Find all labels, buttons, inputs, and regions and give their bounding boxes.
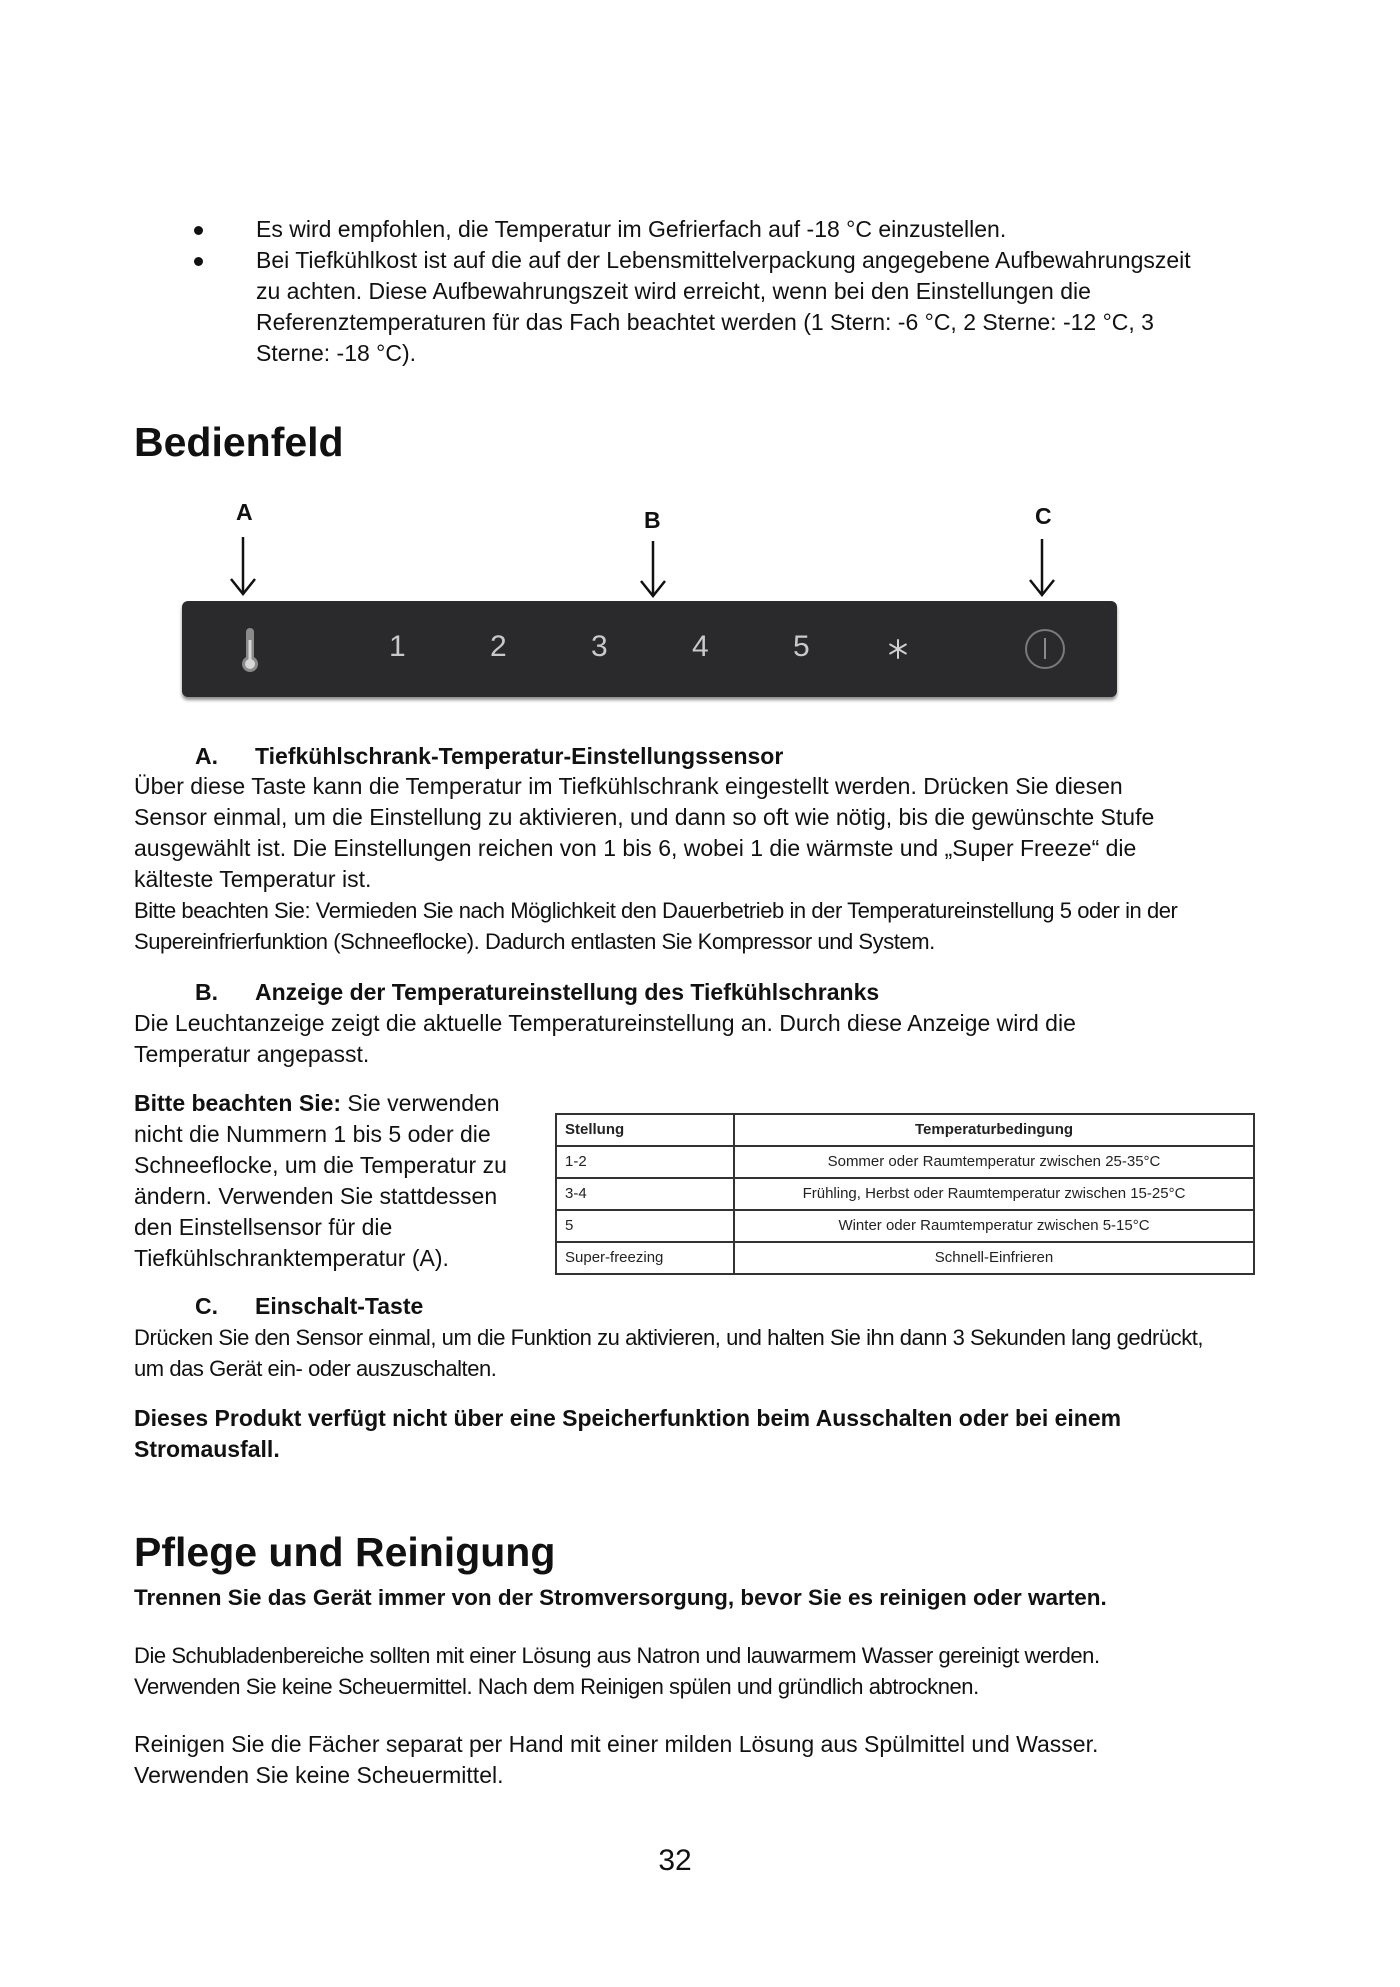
memory-note: Dieses Produkt verfügt nicht über eine Speicherfunktion beim Ausschalten oder bei einem Stromausfall. [134, 1405, 1122, 1462]
subheading-letter: B. [195, 979, 218, 1005]
control-panel-figure [182, 495, 1117, 700]
temperature-table [555, 1113, 1255, 1275]
table-header: Temperaturbedingung [734, 1114, 1254, 1146]
care-paragraph-1: Die Schubladenbereiche sollten mit einer Lösung aus Natron und lauwarmem Wasser gereinigt werden. Verwenden Sie keine Scheuermittel. Nach dem Reinigen spülen und gründlich abtrocknen. [134, 1643, 1100, 1699]
table-cell: Super-freezing [556, 1242, 734, 1274]
table-cell: 1-2 [556, 1146, 734, 1178]
table-row [556, 1146, 1254, 1178]
page-number: 32 [658, 1844, 692, 1877]
table-cell: Sommer oder Raumtemperatur zwischen 25-35°C [734, 1146, 1254, 1178]
arrow-down-icon [638, 541, 668, 601]
table-header-row [556, 1114, 1254, 1146]
digit-1: 1 [389, 630, 406, 663]
subheading-a [195, 741, 783, 772]
snowflake-icon [887, 638, 909, 660]
bullet-text: Es wird empfohlen, die Temperatur im Gefrierfach auf -18 °C einzustellen. [256, 216, 1007, 242]
bullet-list [190, 214, 1220, 369]
power-icon[interactable] [1024, 628, 1066, 670]
subheading-b [195, 977, 879, 1008]
table-cell: Winter oder Raumtemperatur zwischen 5-15°C [734, 1210, 1254, 1242]
section-title-bedienfeld: Bedienfeld [134, 419, 344, 465]
label-b: B [644, 507, 661, 533]
section-title-pflege: Pflege und Reinigung [134, 1529, 556, 1575]
thermometer-icon[interactable] [241, 626, 259, 674]
subheading-letter: A. [195, 743, 218, 769]
table-row [556, 1178, 1254, 1210]
bullet-text: Bei Tiefkühlkost ist auf die auf der Lebensmittelverpackung angegebene Aufbewahrungszeit zu achten. Diese Aufbewahrungszeit wird erreicht, wenn bei den Einstellungen die Referenztemperaturen für das Fach beachtet werden (1 Stern: -6 °C, 2 Sterne: -12 °C, 3 Sterne: -18 °C). [256, 247, 1191, 366]
subheading-c [195, 1291, 423, 1322]
item-c-text: Drücken Sie den Sensor einmal, um die Funktion zu aktivieren, und halten Sie ihn dann 3 Sekunden lang gedrückt, um das Gerät ein- oder auszuschalten. [134, 1325, 1204, 1381]
table-cell: Schnell-Einfrieren [734, 1242, 1254, 1274]
item-a-note: Bitte beachten Sie: Vermieden Sie nach Möglichkeit den Dauerbetrieb in der Temperatureinstellung 5 oder in der Supereinfrierfunktion (Schneeflocke). Dadurch entlasten Sie Kompressor und System. [134, 898, 1178, 954]
care-warning: Trennen Sie das Gerät immer von der Stromversorgung, bevor Sie es reinigen oder warten. [134, 1585, 1107, 1610]
digit-5: 5 [793, 630, 810, 663]
subheading-text: Einschalt-Taste [255, 1293, 424, 1319]
item-b-text: Die Leuchtanzeige zeigt die aktuelle Temperatureinstellung an. Durch diese Anzeige wird die Temperatur angepasst. [134, 1010, 1076, 1067]
label-c: C [1035, 503, 1052, 529]
care-paragraph-2: Reinigen Sie die Fächer separat per Hand mit einer milden Lösung aus Spülmittel und Wasser. Verwenden Sie keine Scheuermittel. [134, 1731, 1099, 1788]
list-item [190, 245, 1220, 369]
table-cell: Frühling, Herbst oder Raumtemperatur zwischen 15-25°C [734, 1178, 1254, 1210]
digit-3: 3 [591, 630, 608, 663]
note-label: Bitte beachten Sie: [134, 1090, 342, 1116]
item-b-note [134, 1088, 529, 1274]
table-cell: 5 [556, 1210, 734, 1242]
table-row [556, 1210, 1254, 1242]
table-row [556, 1242, 1254, 1274]
digit-4: 4 [692, 630, 709, 663]
arrow-down-icon [228, 537, 258, 597]
item-a-text: Über diese Taste kann die Temperatur im Tiefkühlschrank eingestellt werden. Drücken Sie diesen Sensor einmal, um die Einstellung zu aktivieren, und dann so oft wie nötig, bis die gewünschte Stufe ausgewählt ist. Die Einstellungen reichen von 1 bis 6, wobei 1 die wärmste und „Super Freeze“ die kälteste Temperatur ist. [134, 773, 1155, 892]
table-cell: 3-4 [556, 1178, 734, 1210]
list-item [190, 214, 1220, 245]
bullet-dot [194, 257, 203, 266]
bullet-dot [194, 226, 203, 235]
note-text: Sie verwenden nicht die Nummern 1 bis 5 oder die Schneeflocke, um die Temperatur zu ändern. Verwenden Sie stattdessen den Einstellsensor für die Tiefkühlschranktemperatur (A). [134, 1090, 507, 1271]
subheading-text: Tiefkühlschrank-Temperatur-Einstellungssensor [255, 743, 784, 769]
table-header: Stellung [556, 1114, 734, 1146]
subheading-text: Anzeige der Temperatureinstellung des Tiefkühlschranks [255, 979, 880, 1005]
control-panel [182, 601, 1117, 697]
arrow-down-icon [1027, 539, 1057, 599]
subheading-letter: C. [195, 1293, 218, 1319]
digit-2: 2 [490, 630, 507, 663]
label-a: A [236, 499, 253, 525]
